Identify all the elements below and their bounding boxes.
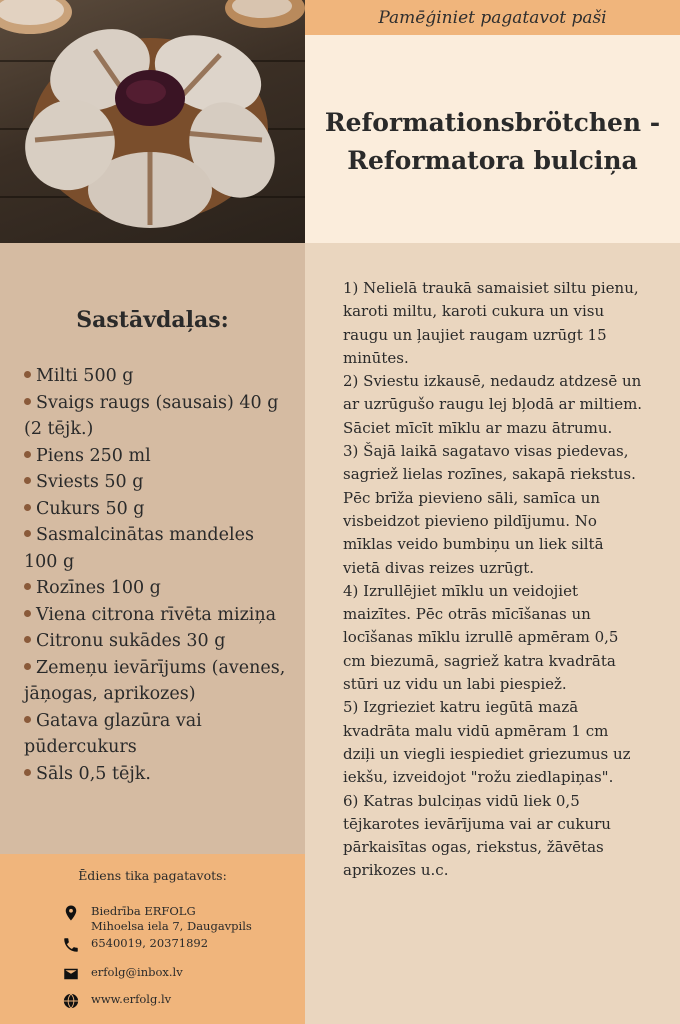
ingredients-heading: Sastāvdaļas: [76,307,229,333]
ingredient-item [24,708,286,761]
ingredient-item [24,469,286,496]
email-link[interactable]: erfolg@inbox.lv [91,965,183,979]
step-item: 4) Izrullējiet mīklu un veidojiet maizītes. Pēc otrās mīcīšanas un locīšanas mīklu izrullē apmēram 0,5 cm biezumā, sagriež katra kvadrāta stūri uz vidu un labi piespiež. [343,581,619,694]
ingredient-text: Cukurs 50 g [36,498,145,519]
bullet-icon [24,398,31,405]
ingredient-item [24,496,286,523]
bullet-icon [24,583,31,590]
ingredient-text: Sviests 50 g [36,472,144,492]
contact-panel [0,854,305,1024]
ingredient-item [24,655,286,708]
recipe-title [325,98,660,180]
recipe-photo [0,0,305,243]
step-item: 1) Nelielā traukā samaisiet siltu pienu, karoti miltu, karoti cukura un visu raugu un ļaujiet raugam uzrūgt 15 minūtes. [343,279,639,367]
contact-email [62,965,183,983]
ingredient-item [24,575,286,602]
recipe-title-line1: Reformationsbrötchen - [324,108,661,137]
bullet-icon [24,477,31,484]
steps-list [343,277,643,883]
ingredient-text: Rozīnes 100 g [36,578,161,598]
contact-address [62,904,252,934]
contact-heading: Ēdiens tika pagatavots: [78,868,227,883]
bun-illustration [0,0,305,243]
steps-panel [305,243,680,1024]
ingredient-item [24,602,286,629]
title-box [305,35,680,243]
website-link[interactable]: www.erfolg.lv [91,992,172,1006]
email-icon [62,965,80,983]
globe-icon [62,992,80,1010]
ingredient-text: Piens 250 ml [36,445,151,466]
location-pin-icon [62,904,80,922]
bullet-icon [24,371,31,378]
step-item: 3) Šajā laikā sagatavo visas piedevas, sagriež lielas rozīnes, sakapā riekstus. Pēc brīža pievieno sāli, samīca un visbeidzot pievieno pildījumu. No mīklas veido bumbiņu un liek siltā vietā divas reizes uzrūgt. [343,442,636,577]
bullet-icon [24,636,31,643]
contact-phone [62,936,208,954]
ingredient-item [24,761,286,788]
ingredient-item [24,522,286,575]
step-item: 2) Sviestu izkausē, nedaudz atdzesē un ar uzrūgušo raugu lej bļodā ar miltiem. Sāciet mīcīt mīklu ar mazu ātrumu. [343,372,643,437]
recipe-title-line2: Reformatora bulciņa [347,146,638,175]
ingredient-text: Sāls 0,5 tējk. [36,763,151,784]
ingredient-item [24,628,286,655]
bullet-icon [24,716,31,723]
ingredient-text: Citronu sukādes 30 g [36,631,226,651]
ingredient-text: Sasmalcinātas mandeles 100 g [24,525,254,572]
phone-text: 6540019, 20371892 [91,936,209,950]
ingredient-text: Viena citrona rīvēta miziņa [36,604,277,625]
bullet-icon [24,663,31,670]
banner-text: Pamēģiniet pagatavot paši [378,7,607,28]
banner [305,0,680,35]
ingredients-panel [0,243,305,854]
bullet-icon [24,769,31,776]
bullet-icon [24,610,31,617]
ingredient-text: Zemeņu ievārījums (avenes, jāņogas, aprikozes) [24,657,286,704]
ingredient-item [24,363,286,390]
step-item: 5) Izgrieziet katru iegūtā mazā kvadrāta malu vidū apmēram 1 cm dziļi un viegli iespiediet griezumus uz iekšu, izveidojot "rožu ziedlapiņas". [343,698,631,787]
ingredients-list [24,363,286,787]
bullet-icon [24,504,31,511]
ingredient-text: Svaigs raugs (sausais) 40 g (2 tējk.) [24,392,279,439]
ingredient-text: Milti 500 g [36,366,134,386]
phone-icon [62,936,80,954]
step-item: 6) Katras bulciņas vidū liek 0,5 tējkarotes ievārījuma vai ar cukuru pārkaisītas ogas, riekstus, žāvētas aprikozes u.c. [343,791,611,880]
bullet-icon [24,451,31,458]
ingredient-text: Gatava glazūra vai pūdercukurs [24,710,202,757]
address-text: Mihoelsa iela 7, Daugavpils [91,919,252,933]
contact-website [62,992,171,1010]
org-name: Biedrība ERFOLG [91,904,196,918]
ingredient-item [24,443,286,470]
bullet-icon [24,530,31,537]
ingredient-item [24,390,286,443]
